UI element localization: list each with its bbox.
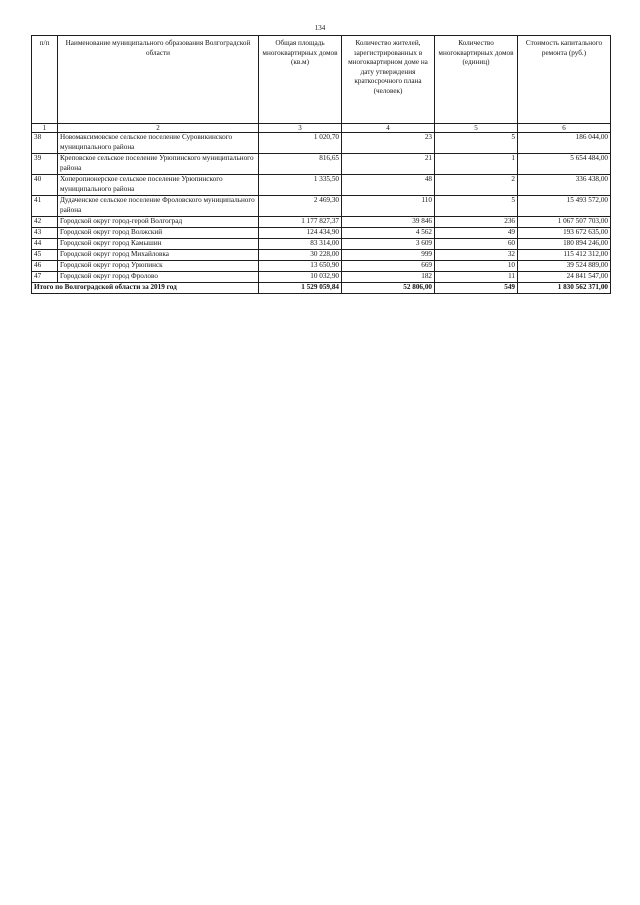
municipality-name: Хоперопионерское сельское поселение Урюпинского муниципального района: [58, 175, 259, 196]
area-value: 1 177 827,37: [259, 217, 342, 228]
row-number: 42: [32, 217, 58, 228]
table-row: [32, 133, 611, 154]
row-number: 38: [32, 133, 58, 154]
header-residents: Количество жителей, зарегистрированных в многоквартирном доме на дату утверждения краткосрочного плана (человек): [342, 36, 435, 124]
header-houses: Количество многоквартирных домов (единиц): [435, 36, 518, 124]
cost-value: 193 672 635,00: [518, 228, 611, 239]
row-number: 46: [32, 261, 58, 272]
area-value: 2 469,30: [259, 196, 342, 217]
table-row: [32, 239, 611, 250]
header-area: Общая площадь многоквартирных домов (кв.м): [259, 36, 342, 124]
total-residents: 52 806,00: [342, 283, 435, 294]
column-number: 5: [435, 124, 518, 133]
table-row: [32, 196, 611, 217]
row-number: 47: [32, 272, 58, 283]
table-row: [32, 154, 611, 175]
table-row: [32, 217, 611, 228]
table-header-row: [32, 36, 611, 124]
cost-value: 39 524 889,00: [518, 261, 611, 272]
residents-value: 182: [342, 272, 435, 283]
table-row: [32, 175, 611, 196]
municipality-name: Дудаченское сельское поселение Фроловского муниципального района: [58, 196, 259, 217]
cost-value: 24 841 547,00: [518, 272, 611, 283]
cost-value: 115 412 312,00: [518, 250, 611, 261]
total-houses: 549: [435, 283, 518, 294]
total-cost: 1 830 562 371,00: [518, 283, 611, 294]
column-number: 4: [342, 124, 435, 133]
houses-value: 60: [435, 239, 518, 250]
row-number: 43: [32, 228, 58, 239]
header-cost: Стоимость капитального ремонта (руб.): [518, 36, 611, 124]
cost-value: 336 438,00: [518, 175, 611, 196]
residents-value: 669: [342, 261, 435, 272]
row-number: 44: [32, 239, 58, 250]
residents-value: 3 609: [342, 239, 435, 250]
houses-value: 49: [435, 228, 518, 239]
residents-value: 999: [342, 250, 435, 261]
table-row: [32, 272, 611, 283]
total-row: [32, 283, 611, 294]
municipality-name: Городской округ город Фролово: [58, 272, 259, 283]
municipality-name: Городской округ город Камышин: [58, 239, 259, 250]
municipality-name: Городской округ город Михайловка: [58, 250, 259, 261]
area-value: 1 020,70: [259, 133, 342, 154]
area-value: 10 032,90: [259, 272, 342, 283]
cost-value: 180 894 246,00: [518, 239, 611, 250]
houses-value: 11: [435, 272, 518, 283]
residents-value: 23: [342, 133, 435, 154]
houses-value: 2: [435, 175, 518, 196]
houses-value: 10: [435, 261, 518, 272]
residents-value: 110: [342, 196, 435, 217]
total-area: 1 529 059,84: [259, 283, 342, 294]
capital-repair-table: [31, 35, 611, 294]
residents-value: 4 562: [342, 228, 435, 239]
cost-value: 186 044,00: [518, 133, 611, 154]
row-number: 41: [32, 196, 58, 217]
table-row: [32, 261, 611, 272]
total-label: Итого по Волгоградской области за 2019 год: [32, 283, 259, 294]
column-number: 1: [32, 124, 58, 133]
header-number: п/п: [32, 36, 58, 124]
municipality-name: Городской округ город Урюпинск: [58, 261, 259, 272]
header-municipality: Наименование муниципального образования Волгоградской области: [58, 36, 259, 124]
area-value: 1 335,50: [259, 175, 342, 196]
houses-value: 5: [435, 196, 518, 217]
houses-value: 236: [435, 217, 518, 228]
row-number: 40: [32, 175, 58, 196]
residents-value: 39 846: [342, 217, 435, 228]
column-number: 2: [58, 124, 259, 133]
cost-value: 1 067 507 703,00: [518, 217, 611, 228]
column-number: 3: [259, 124, 342, 133]
column-number: 6: [518, 124, 611, 133]
municipality-name: Новомаксимовское сельское поселение Суровикинского муниципального района: [58, 133, 259, 154]
column-number-row: [32, 124, 611, 133]
cost-value: 15 493 572,00: [518, 196, 611, 217]
cost-value: 5 654 484,00: [518, 154, 611, 175]
houses-value: 5: [435, 133, 518, 154]
area-value: 816,65: [259, 154, 342, 175]
table-row: [32, 228, 611, 239]
houses-value: 1: [435, 154, 518, 175]
table-row: [32, 250, 611, 261]
area-value: 13 650,90: [259, 261, 342, 272]
area-value: 83 314,00: [259, 239, 342, 250]
row-number: 45: [32, 250, 58, 261]
area-value: 30 228,00: [259, 250, 342, 261]
area-value: 124 434,90: [259, 228, 342, 239]
municipality-name: Креповское сельское поселение Урюпинского муниципального района: [58, 154, 259, 175]
residents-value: 21: [342, 154, 435, 175]
houses-value: 32: [435, 250, 518, 261]
page-number: 134: [314, 24, 326, 32]
municipality-name: Городской округ город Волжский: [58, 228, 259, 239]
municipality-name: Городской округ город-герой Волгоград: [58, 217, 259, 228]
residents-value: 48: [342, 175, 435, 196]
row-number: 39: [32, 154, 58, 175]
